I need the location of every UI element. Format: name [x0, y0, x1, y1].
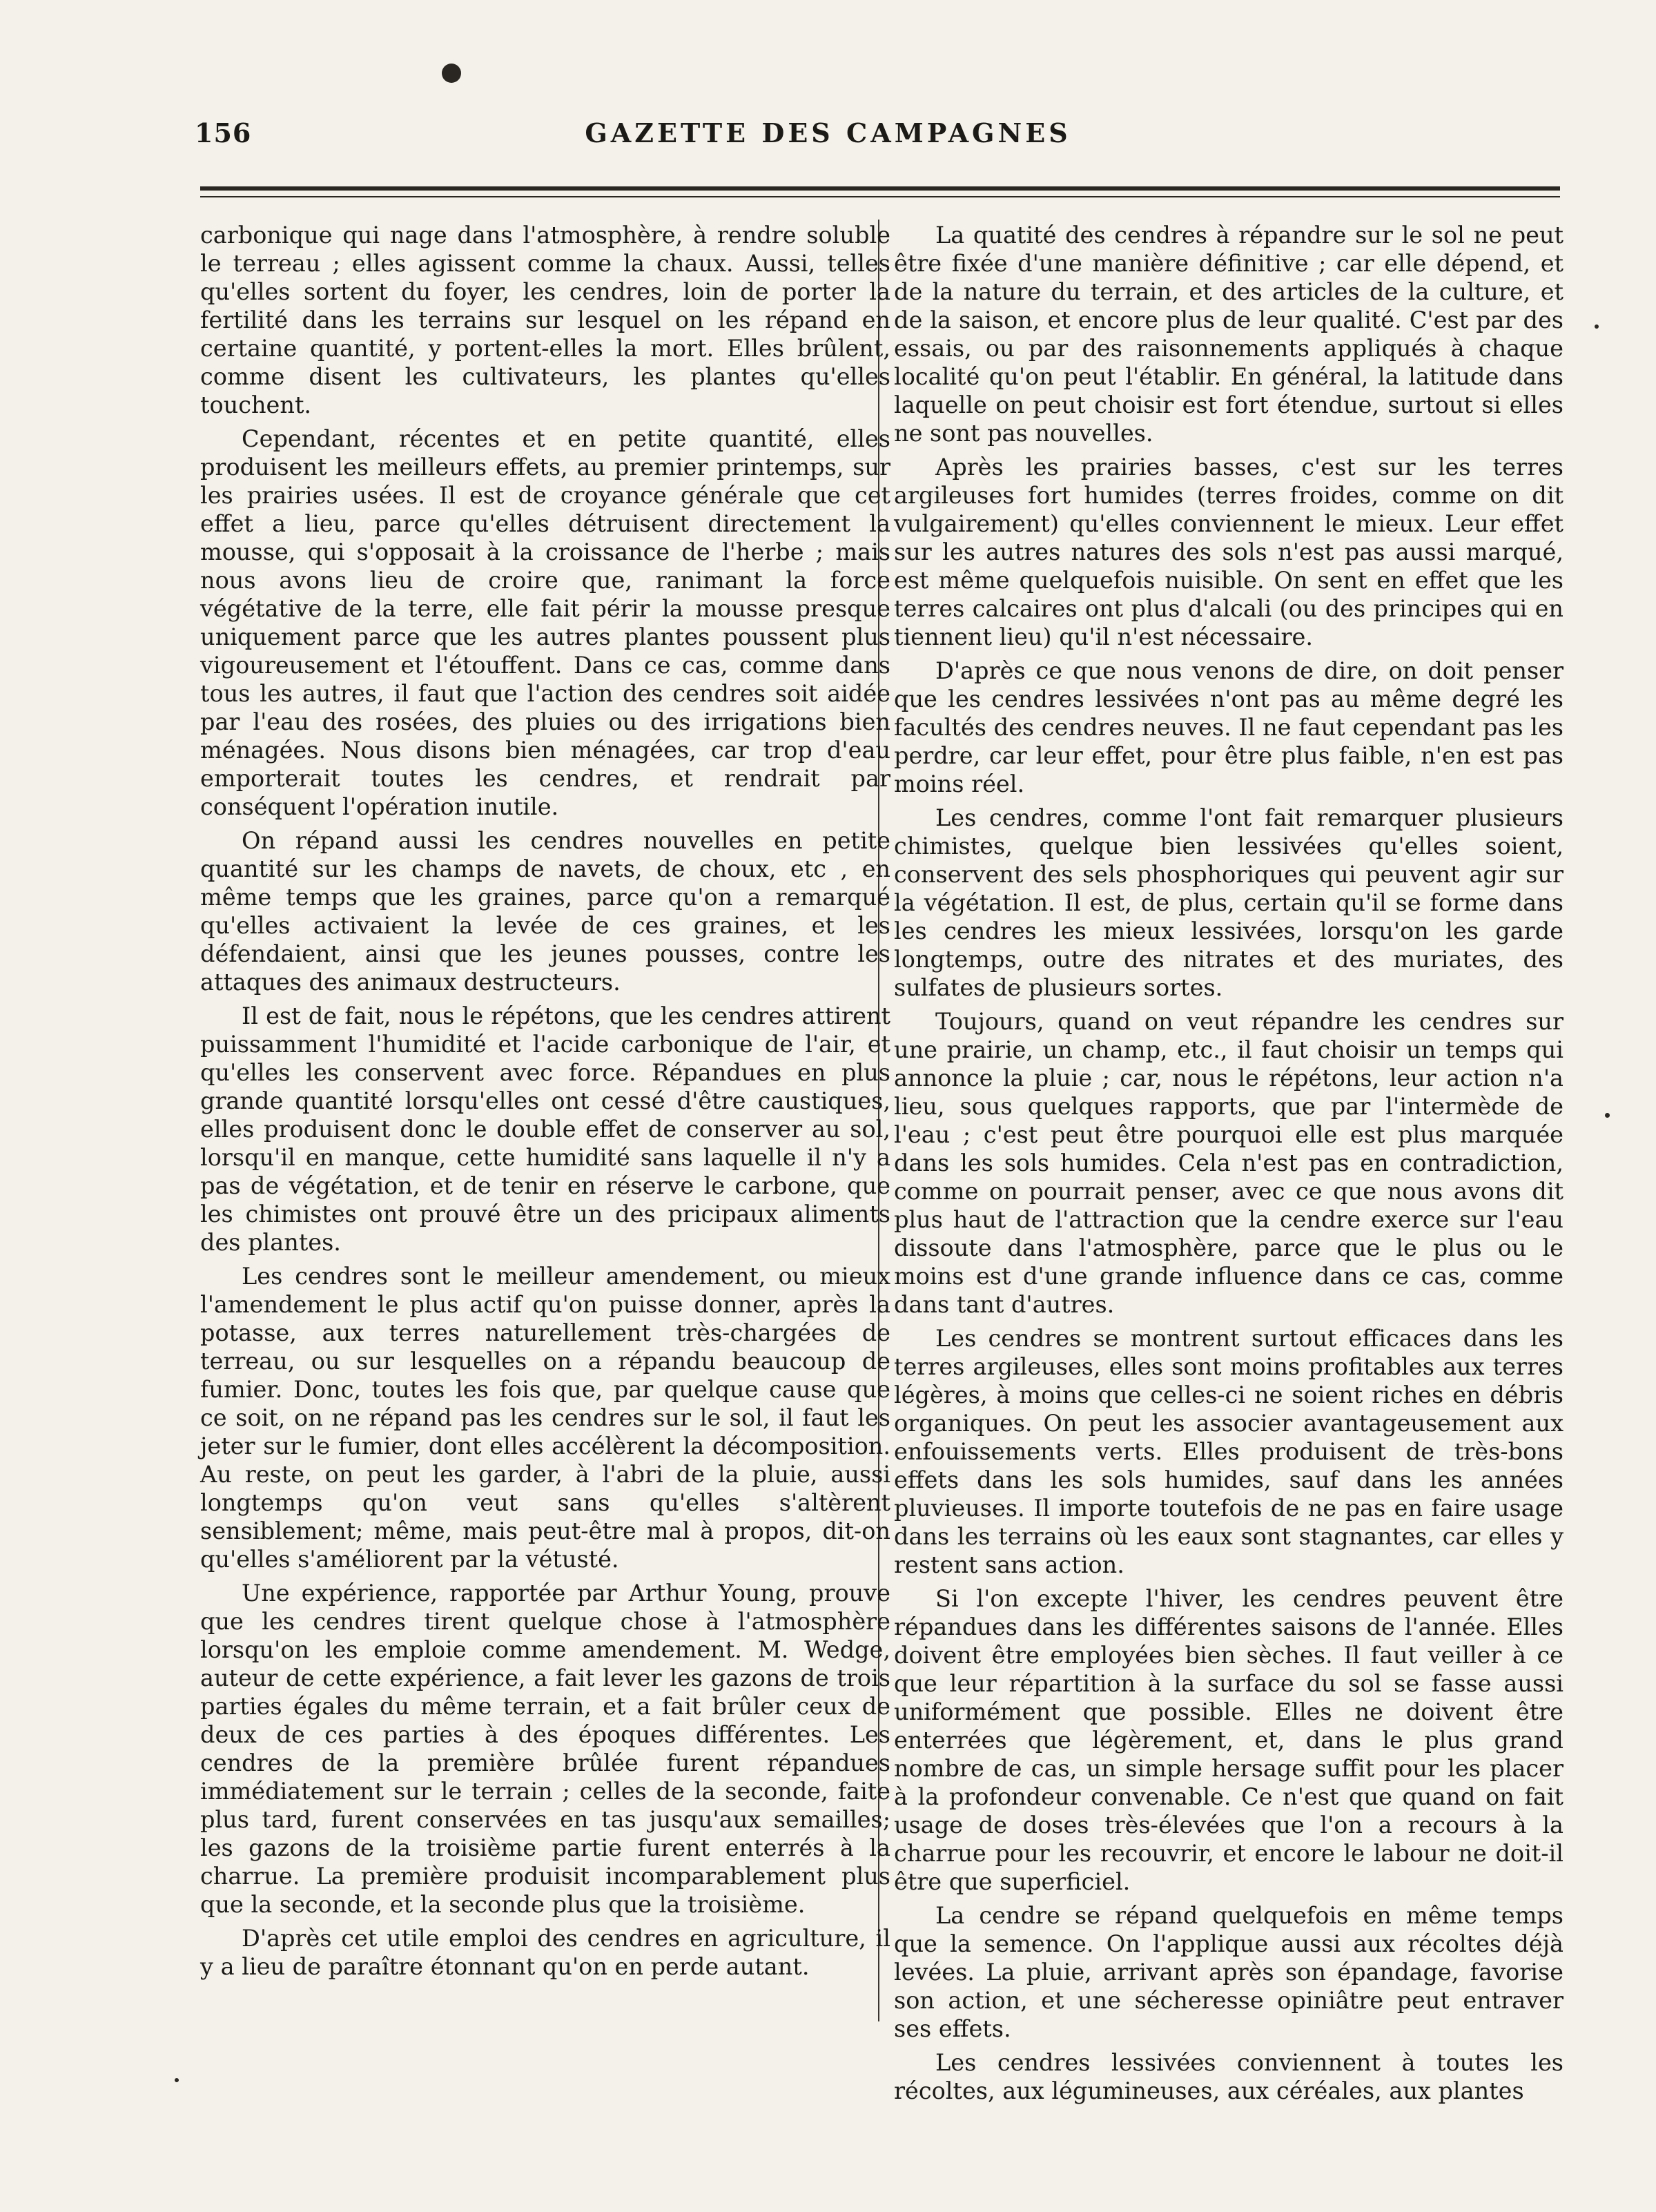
- paragraph: La quatité des cendres à répandre sur le sol ne peut être fixée d'une manière définitive ; car elle dépend, et de la nature du terrain, et des articles de la culture, et de la saison, et encore plus de leur qualité. C'est par des essais, ou par des raisonnements appliqués à chaque localité qu'on peut l'établir. En général, la latitude dans laquelle on peut choisir est fort étendue, surtout si elles ne sont pas nouvelles.: [894, 222, 1564, 447]
- paragraph: carbonique qui nage dans l'atmosphère, à rendre soluble le terreau ; elles agissent comme la chaux. Aussi, telles qu'elles sortent du foyer, les cendres, loin de porter la fertilité dans les terrains sur lesquel on les répand en certaine quantité, y portent-elles la mort. Elles brûlent, comme disent les cultivateurs, les plantes qu'elles touchent.: [200, 222, 890, 418]
- paragraph: Les cendres, comme l'ont fait remarquer plusieurs chimistes, quelque bien lessivées qu'elles soient, conservent des sels phosphoriques qui peuvent agir sur la végétation. Il est, de plus, certain qu'il se forme dans les cendres les mieux lessivées, lorsqu'on les garde longtemps, outre des nitrates et des muriates, des sulfates de plusieurs sortes.: [894, 804, 1564, 1001]
- header-rule-thin: [200, 196, 1560, 197]
- paragraph: Après les prairies basses, c'est sur les terres argileuses fort humides (terres froides, comme on dit vulgairement) qu'elles conviennent le mieux. Leur effet sur les autres natures des sols n'est pas aussi marqué, est même quelquefois nuisible. On sent en effet que les terres calcaires ont plus d'alcali (ou des principes qui en tiennent lieu) qu'il n'est nécessaire.: [894, 454, 1564, 650]
- paragraph: On répand aussi les cendres nouvelles en petite quantité sur les champs de navets, de choux, etc , en même temps que les graines, parce qu'on a remarqué qu'elles activaient la levée de ces graines, et les défendaient, ainsi que les jeunes pousses, contre les attaques des animaux destructeurs.: [200, 827, 890, 996]
- paragraph: Les cendres sont le meilleur amendement, ou mieux l'amendement le plus actif qu'on puisse donner, après la potasse, aux terres naturellement très-chargées de terreau, ou sur lesquelles on a répandu beaucoup de fumier. Donc, toutes les fois que, par quelque cause que ce soit, on ne répand pas les cendres sur le sol, il faut les jeter sur le fumier, dont elles accélèrent la décomposition. Au reste, on peut les garder, à l'abri de la pluie, aussi longtemps qu'on veut sans qu'elles s'altèrent sensiblement; même, mais peut-être mal à propos, dit-on qu'elles s'améliorent par la vétusté.: [200, 1263, 890, 1573]
- paragraph: Si l'on excepte l'hiver, les cendres peuvent être répandues dans les différentes saisons de l'année. Elles doivent être employées bien sèches. Il faut veiller à ce que leur répartition à la surface du sol se fasse aussi uniformément que possible. Elles ne doivent être enterrées que légèrement, et, dans le plus grand nombre de cas, un simple hersage suffit pour les placer à la profondeur convenable. Ce n'est que quand on fait usage de doses très-élevées que l'on a recours à la charrue pour les recouvrir, et encore le labour ne doit-il être que superficiel.: [894, 1585, 1564, 1895]
- paragraph: Il est de fait, nous le répétons, que les cendres attirent puissamment l'humidité et l'acide carbonique de l'air, et qu'elles les conservent avec force. Répandues en plus grande quantité lorsqu'elles ont cessé d'être caustiques, elles produisent donc le double effet de conserver au sol, lorsqu'il en manque, cette humidité sans laquelle il n'y a pas de végétation, et de tenir en réserve le carbone, que les chimistes ont prouvé être un des pricipaux aliments des plantes.: [200, 1002, 890, 1256]
- left-column: [200, 221, 890, 1981]
- paragraph: Une expérience, rapportée par Arthur Young, prouve que les cendres tirent quelque chose à l'atmosphère lorsqu'on les emploie comme amendement. M. Wedge, auteur de cette expérience, a fait lever les gazons de trois parties égales du même terrain, et a fait brûler ceux de deux de ces parties à des époques différentes. Les cendres de la première brûlée furent répandues immédiatement sur le terrain ; celles de la seconde, faite plus tard, furent conservées en tas jusqu'aux semailles; les gazons de la troisième partie furent enterrés à la charrue. La première produisit incomparablement plus que la seconde, et la seconde plus que la troisième.: [200, 1580, 890, 1918]
- paragraph: D'après ce que nous venons de dire, on doit penser que les cendres lessivées n'ont pas au même degré les facultés des cendres neuves. Il ne faut cependant pas les perdre, car leur effet, pour être plus faible, n'en est pas moins réel.: [894, 657, 1564, 797]
- right-column: [894, 221, 1564, 2105]
- ink-speck: [1595, 324, 1599, 329]
- ink-speck: [1605, 1113, 1610, 1118]
- page-number: 156: [195, 117, 252, 148]
- header-rule-thick: [200, 186, 1560, 191]
- paragraph: Les cendres se montrent surtout efficaces dans les terres argileuses, elles sont moins profitables aux terres légères, à moins que celles-ci ne soient riches en débris organiques. On peut les associer avantageusement aux enfouissements verts. Elles produisent de très-bons effets dans les sols humides, sauf dans les années pluvieuses. Il importe toutefois de ne pas en faire usage dans les terrains où les eaux sont stagnantes, car elles y restent sans action.: [894, 1325, 1564, 1578]
- paragraph: La cendre se répand quelquefois en même temps que la semence. On l'applique aussi aux récoltes déjà levées. La pluie, arrivant après son épandage, favorise son action, et une sécheresse opiniâtre peut entraver ses effets.: [894, 1902, 1564, 2042]
- page-title: GAZETTE DES CAMPAGNES: [585, 117, 1071, 148]
- paragraph: Cependant, récentes et en petite quantité, elles produisent les meilleurs effets, au premier printemps, sur les prairies usées. Il est de croyance générale que cet effet a lieu, parce qu'elles détruisent directement la mousse, qui s'opposait à la croissance de l'herbe ; mais nous avons lieu de croire que, ranimant la force végétative de la terre, elle fait périr la mousse presque uniquement parce que les autres plantes poussent plus vigoureusement et l'étouffent. Dans ce cas, comme dans tous les autres, il faut que l'action des cendres soit aidée par l'eau des rosées, des pluies ou des irrigations bien ménagées. Nous disons bien ménagées, car trop d'eau emporterait toutes les cendres, et rendrait par conséquent l'opération inutile.: [200, 425, 890, 820]
- ink-speck: [175, 2078, 179, 2082]
- paragraph: D'après cet utile emploi des cendres en agriculture, il y a lieu de paraître étonnant qu'on en perde autant.: [200, 1925, 890, 1980]
- paragraph: Toujours, quand on veut répandre les cendres sur une prairie, un champ, etc., il faut choisir un temps qui annonce la pluie ; car, nous le répétons, leur action n'a lieu, sous quelques rapports, que par l'intermède de l'eau ; c'est peut être pourquoi elle est plus marquée dans les sols humides. Cela n'est pas en contradiction, comme on pourrait penser, avec ce que nous avons dit plus haut de l'attraction que la cendre exerce sur l'eau dissoute dans l'atmosphère, parce que le plus ou le moins est d'une grande influence dans ce cas, comme dans tant d'autres.: [894, 1008, 1564, 1318]
- ink-speck: [442, 64, 461, 83]
- paragraph: Les cendres lessivées conviennent à toutes les récoltes, aux légumineuses, aux céréales, aux plantes: [894, 2049, 1564, 2104]
